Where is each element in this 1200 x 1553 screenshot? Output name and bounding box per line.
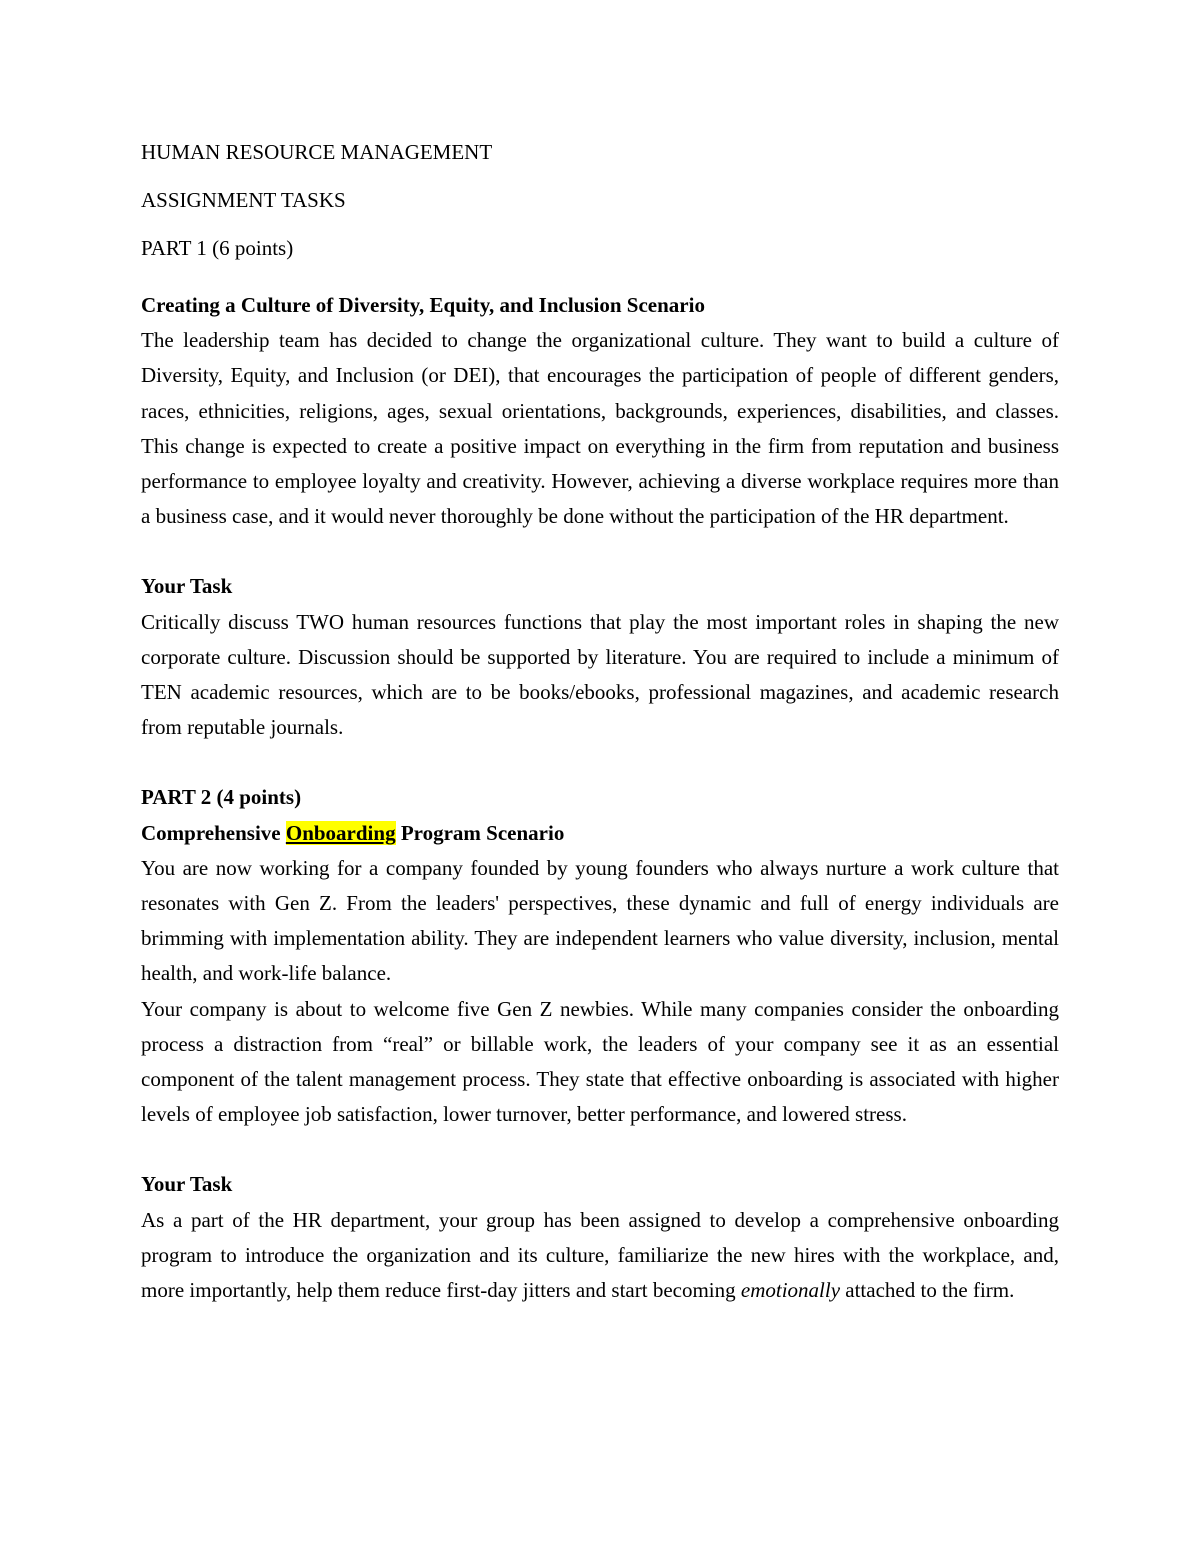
part2-heading: PART 2 (4 points) — [141, 785, 302, 810]
document-subtitle: ASSIGNMENT TASKS — [141, 188, 346, 212]
part2-scenario-paragraph-2: Your company is about to welcome five Gen Z newbies. While many companies consider the onboarding process a distraction from “real” or billable work, the leaders of your company see it as an essential component of the talent management process. They state that effective onboarding is associated with higher levels of employee job satisfaction, lower turnover, better performance, and lowered stress. — [141, 996, 1059, 1127]
part1-scenario-text: The leadership team has decided to change the organizational culture. They want to build a culture of Diversity, Equity, and Inclusion (or DEI), that encourages the participation of people of different genders, races, ethnicities, religions, ages, sexual orientations, backgrounds, experiences, disabilities, and classes. This change is expected to create a positive impact on everything in the firm from reputation and business performance to employee loyalty and creativity. However, achieving a diverse workplace requires more than a business case, and it would never thoroughly be done without the participation of the HR department. — [141, 328, 1059, 529]
part2-scenario-title-start: Comprehensive — [141, 820, 286, 845]
part1-task-text: Critically discuss TWO human resources functions that play the most important roles in shaping the new corporate culture. Discussion should be supported by literature. You are required to include a minimum of TEN academic resources, which are to be books/ebooks, professional magazines, and academic research from reputable journals. — [141, 609, 1059, 740]
part1-scenario-title: Creating a Culture of Diversity, Equity, and Inclusion Scenario — [141, 293, 705, 317]
part2-scenario-title — [141, 816, 1059, 851]
part2-scenario-paragraph-1: You are now working for a company founded by young founders who always nurture a work culture that resonates with Gen Z. From the leaders' perspectives, these dynamic and full of energy individuals are brimming with implementation ability. They are independent learners who value diversity, inclusion, mental health, and work-life balance. — [141, 855, 1059, 986]
part2-task-text-main: As a part of the HR department, your group has been assigned to develop a comprehensive onboarding program to introduce the organization and its culture, familiarize the new hires with the workplace, and, more importantly, help them reduce first-day jitters and start becoming — [141, 1207, 1059, 1303]
part1-heading: PART 1 (6 points) — [141, 236, 294, 260]
part2-scenario-title-end: Program Scenario — [395, 820, 565, 845]
document-title: HUMAN RESOURCE MANAGEMENT — [141, 140, 493, 164]
part2-task-heading: Your Task — [141, 1172, 233, 1197]
part2-task-text — [141, 1203, 1059, 1309]
emotionally-emphasis: emotionally — [740, 1278, 841, 1303]
part1-task-heading: Your Task — [141, 574, 233, 599]
part2-task-text-end: attached to the firm. — [840, 1278, 1015, 1303]
onboarding-highlight: Onboarding — [285, 820, 396, 845]
document-content — [141, 136, 1059, 1308]
